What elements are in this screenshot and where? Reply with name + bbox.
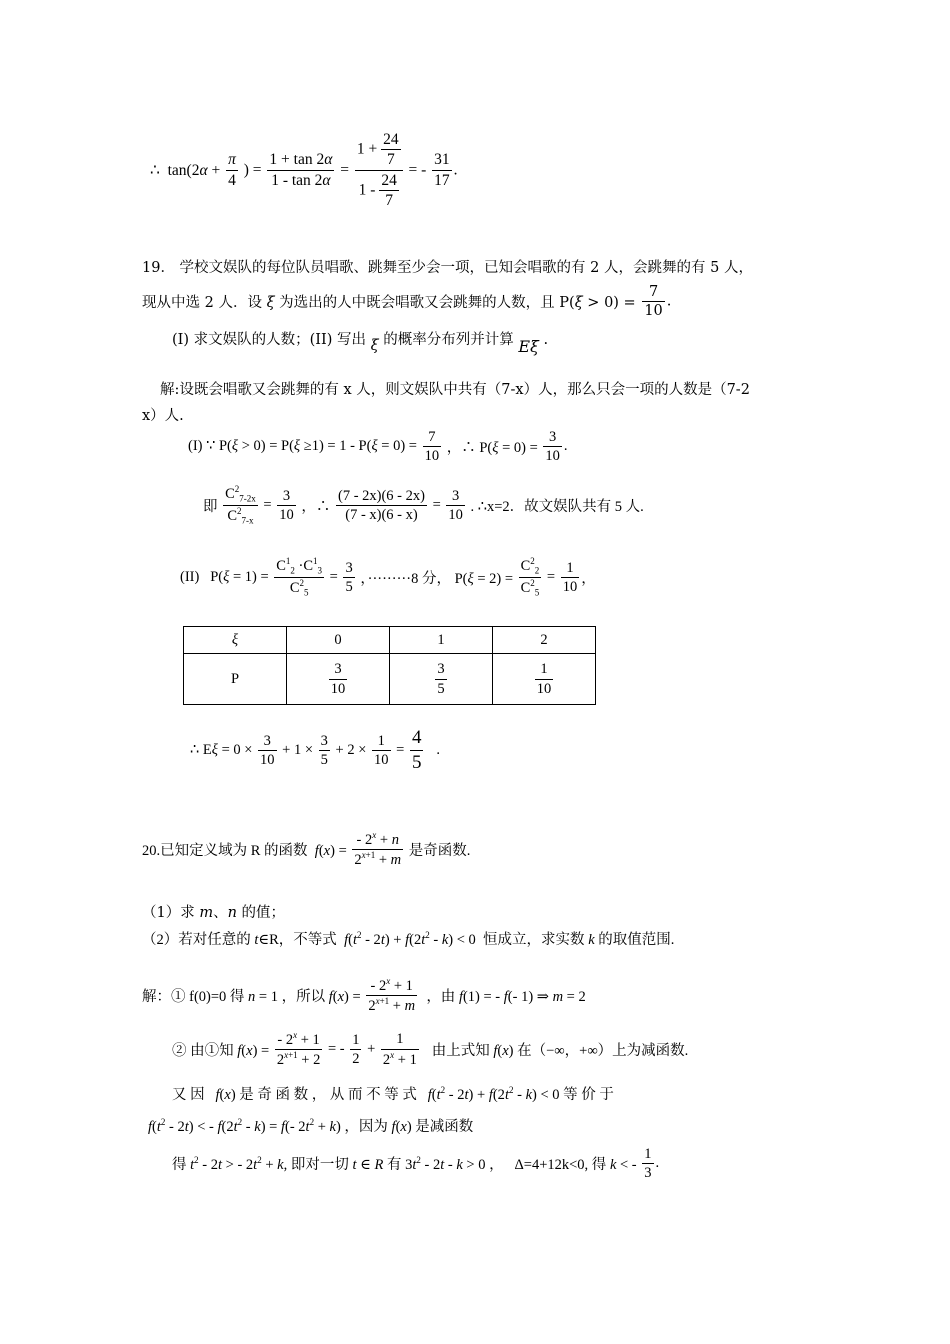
table-cell: $\frac{3}{5}$ xyxy=(390,654,493,705)
table-header-row xyxy=(184,627,596,654)
sol19-part2: (II) P(ξ = 1) = $\frac{C^1_2 \cdot C^1_3}{C^2_5}$ = $\frac{3}{5}$ ，·········8 分， P(ξ = 2) = $\frac{C^2_2}{C^2_5}$ = $\frac{1}{10}$ ， xyxy=(180,556,596,598)
q20-sub1: （1）求 m、n 的值； xyxy=(142,905,286,921)
table-row xyxy=(184,654,596,705)
q19-text-line1: 19． 学校文娱队的每位队员唱歌、跳舞至少会一项，已知会唱歌的有 2 人，会跳舞的有 5 人， xyxy=(142,260,753,276)
distribution-table xyxy=(183,626,596,705)
sol19-part1b: 即 $\frac{C^2_{7-2x}}{C^2_{7-x}}$ = $\frac{3}{10}$ ，∴ $\frac{(7 - 2x)(6 - 2x)}{(7 - x)(6 - x)}$ = $\frac{3}{10}$ . ∴x=2．故文娱队共有 5 人. xyxy=(203,484,644,526)
table-cell: P xyxy=(184,654,287,705)
sol20-step2: ② 由①知 f(x) = $\frac{- 2^x + 1}{2^{x+1} + 2}$ = - $\frac{1}{2}$ + $\frac{1}{2^x + 1}$ 由上式知 f(x) 在（−∞，+∞）上为减函数. xyxy=(172,1030,689,1068)
sol20-step4: 得 $t^2 - 2t$ > - $2t^2 + k$, 即对一切 t ∈ R 有 $3t^2 - 2t - k > 0$ ， Δ=4+12k<0, 得 k < - $\frac{1}{3}$ . xyxy=(172,1146,660,1182)
sol19-expectation: ∴ Eξ = 0 × $\frac{3}{10}$ + 1 × $\frac{3}{5}$ + 2 × $\frac{1}{10}$ = $\frac{4}{5}$ . xyxy=(190,727,440,773)
sol20-step3b: $f(t^2 - 2t)$ < - $f(2t^2 - k) = f(-$ $2t^2 + k$) ，因为 f(x) 是减函数 xyxy=(148,1117,474,1135)
table-cell: $\frac{1}{10}$ xyxy=(493,654,596,705)
table-header-cell: 2 xyxy=(493,627,596,654)
table-cell: $\frac{3}{10}$ xyxy=(287,654,390,705)
tan-equation: ∴ tan(2α + $\frac{\pi}{4}$ ) = $\frac{1 + \tan 2\alpha}{1 - \tan 2\alpha}$ = 1 + $\frac{24}{7}$ 1 - $\frac{24}{7}$ = - $\frac{31}{17}$ . xyxy=(150,131,458,210)
table-header-cell: 0 xyxy=(287,627,390,654)
sol19-part1a: (I) ∵ P(ξ > 0) = P(ξ ≥1) = 1 - P(ξ = 0) = $\frac{7}{10}$ ，∴ P(ξ = 0) = $\frac{3}{10}$ . xyxy=(188,429,568,465)
table-header-cell: ξ xyxy=(184,627,287,654)
q20-sub2: （2）若对任意的 t∈R，不等式 $f(t^2 - 2t) + f(2t^2 - k) < 0$ 恒成立，求实数 k 的取值范围. xyxy=(142,930,675,948)
sol19-intro-line2: x）人. xyxy=(142,408,184,424)
table-header-cell: 1 xyxy=(390,627,493,654)
q20-intro: 20.已知定义域为 R 的函数 f(x) = $\frac{- 2^x + n}{2^{x+1} + m}$ 是奇函数. xyxy=(142,830,471,868)
sol19-intro-line1: 解:设既会唱歌又会跳舞的有 x 人，则文娱队中共有（7-x）人，那么只会一项的人数是（7-2 xyxy=(160,382,750,398)
q19-subquestions: (I) 求文娱队的人数；(II) 写出 ξ 的概率分布列并计算 Eξ . xyxy=(172,332,549,356)
sol20-step3a: 又 因 f(x) 是 奇 函 数 ， 从 而 不 等 式 $f(t^2 - 2t) + f(2t^2 - k) < 0$ 等 价 于 xyxy=(172,1085,614,1103)
q19-text-line2: 现从中选 2 人．设 ξ 为选出的人中既会唱歌又会跳舞的人数，且 P(ξ > 0) = $\frac{7}{10}$ . xyxy=(142,284,672,320)
sol20-step1: 解：① f(0)=0 得 n = 1 ，所以 f(x) = $\frac{- 2^x + 1}{2^{x+1} + m}$ ，由 f(1) = - f(- 1) ⇒ m = 2 xyxy=(142,976,586,1014)
